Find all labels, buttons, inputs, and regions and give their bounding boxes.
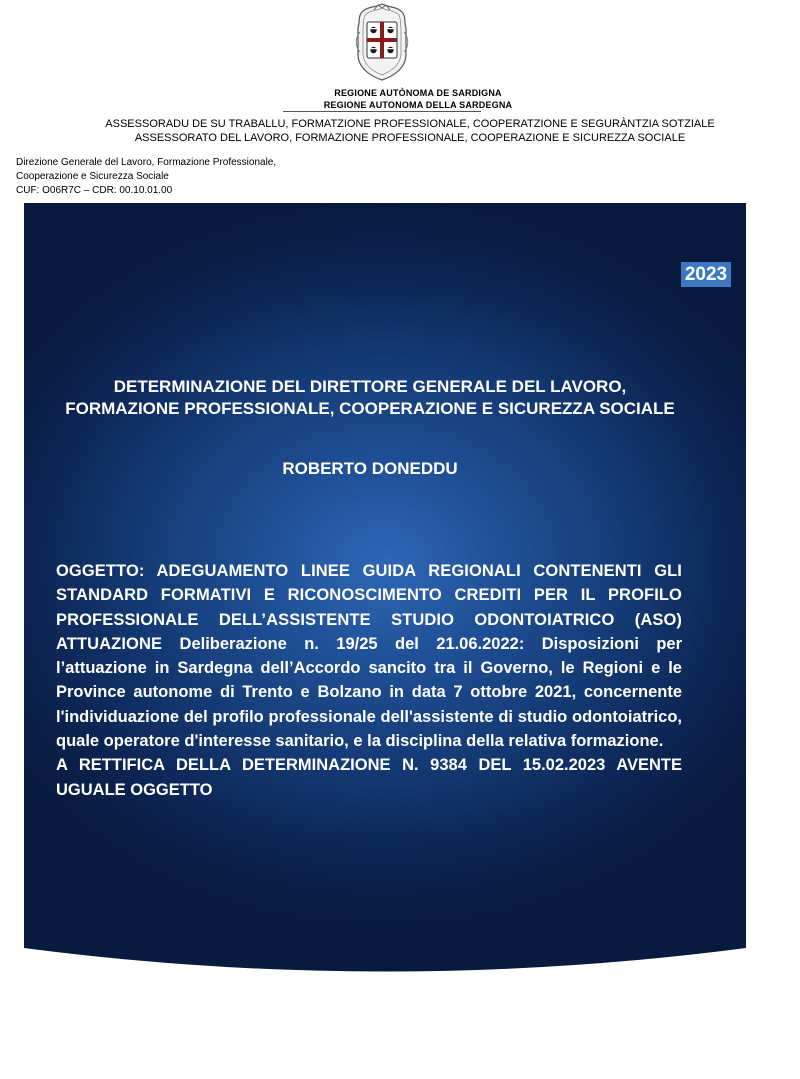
rectification-note: A RETTIFICA DELLA DETERMINAZIONE N. 9384 DEL 15.02.2023 AVENTE UGUALE OGGETTO (56, 756, 682, 799)
direzione-line-2: Cooperazione e Sicurezza Sociale (16, 171, 169, 182)
subject-block (56, 559, 682, 802)
director-name: ROBERTO DONEDDU (282, 459, 458, 478)
direzione-block (16, 156, 276, 198)
subject-caps: OGGETTO: ADEGUAMENTO LINEE GUIDA REGIONALI CONTENENTI GLI STANDARD FORMATIVI E RICONOSCIMENTO CREDITI PER IL PROFILO PROFESSIONALE DELL’ASSISTENTE STUDIO ODONTOIATRICO (ASO) ATTUAZIONE (56, 562, 682, 653)
subject-text: Deliberazione n. 19/25 del 21.06.2022: Disposizioni per l’attuazione in Sardegna dell’Accordo sancito tra il Governo, le Regioni e le Province autonome di Trento e Bolzano in data 7 ottobre 2021, concernente l'individuazione del profilo professionale dell'assistente di studio odontoiatrico, quale operatore d'interesse sanitario, e la disciplina della relativa formazione. (56, 634, 682, 751)
assessorato-italian: ASSESSORATO DEL LAVORO, FORMAZIONE PROFESSIONALE, COOPERAZIONE E SICUREZZA SOCIALE (134, 132, 686, 144)
sardinia-coat-of-arms-icon (352, 2, 412, 82)
year-badge: 2023 (681, 262, 731, 287)
direzione-line-1: Direzione Generale del Lavoro, Formazione Professionale, (16, 157, 277, 168)
region-name-italian: REGIONE AUTONOMA DELLA SARDEGNA (323, 100, 513, 110)
assessorato-sardinian: ASSESSORADU DE SU TRABALLU, FORMATZIONE PROFESSIONALE, COOPERATZIONE E SEGURÀNTZIA SOTZIALE (105, 118, 715, 130)
determination-title: DETERMINAZIONE DEL DIRETTORE GENERALE DEL LAVORO, FORMAZIONE PROFESSIONALE, COOPERAZIONE E SICUREZZA SOCIALE (65, 377, 675, 418)
region-name-sardinian: REGIONE AUTÒNOMA DE SARDIGNA (334, 88, 502, 98)
header-divider (283, 111, 481, 112)
cuf-cdr-code: CUF: O06R7C – CDR: 00.10.01.00 (16, 185, 173, 196)
subject-paragraph (56, 559, 682, 753)
